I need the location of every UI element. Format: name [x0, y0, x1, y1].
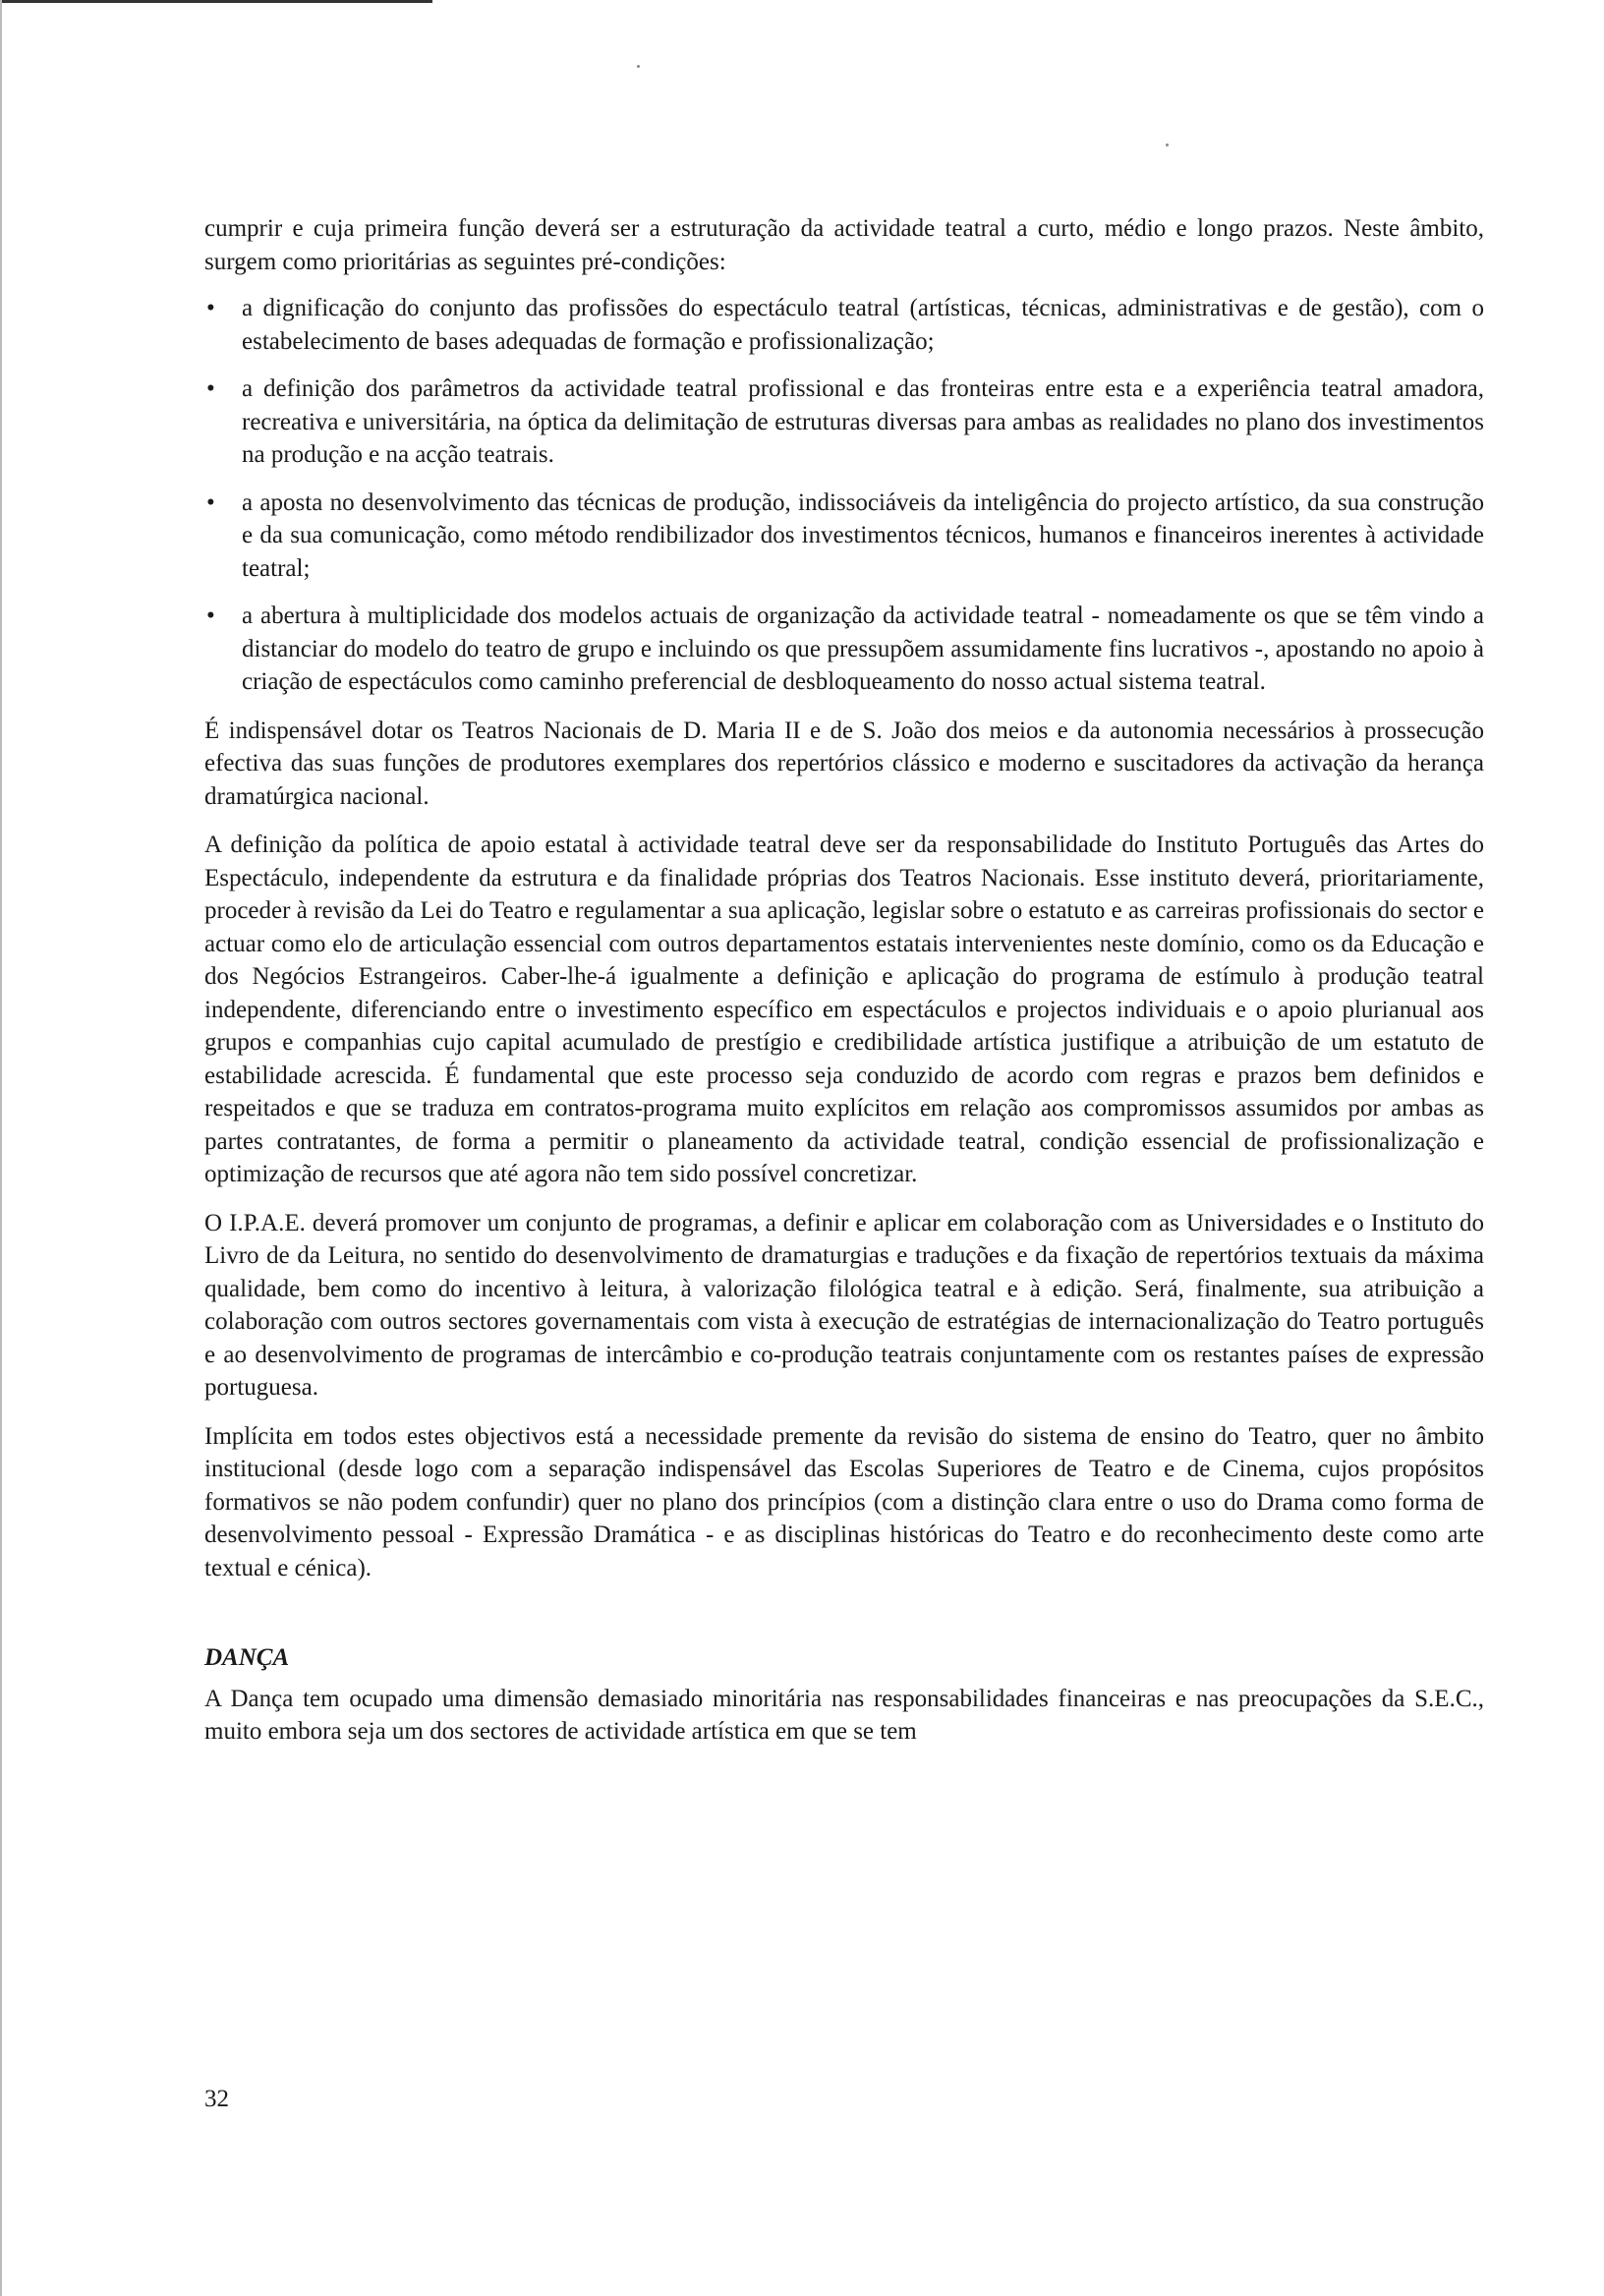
- list-item-text: a dignificação do conjunto das profissões do espectáculo teatral (artísticas, técnicas, administrativas e de gestão), com o estabelecimento de bases adequadas de formação e profissionalização;: [242, 295, 1484, 355]
- preconditions-list: [204, 292, 1484, 699]
- list-item: [204, 373, 1484, 472]
- scan-speck: [637, 65, 640, 68]
- list-item: [204, 600, 1484, 699]
- paragraph-teatros-nacionais: É indispensável dotar os Teatros Nacionais de D. Maria II e de S. João dos meios e da autonomia necessários à prossecução efectiva das suas funções de produtores exemplares dos repertórios clássico e moderno e suscitadores da activação da herança dramatúrgica nacional.: [204, 717, 1484, 810]
- section-heading: DANÇA: [204, 1644, 290, 1671]
- paragraph-danca: A Dança tem ocupado uma dimensão demasiado minoritária nas responsabilidades financeiras e nas preocupações da S.E.C., muito embora seja um dos sectores de actividade artística em que se tem: [204, 1685, 1484, 1745]
- bullet-icon: •: [206, 295, 215, 321]
- intro-paragraph: cumprir e cuja primeira função deverá ser a estruturação da actividade teatral a curto, médio e longo prazos. Neste âmbito, surgem como prioritárias as seguintes pré-condições:: [204, 215, 1484, 275]
- scan-speck: [1166, 144, 1169, 146]
- bullet-icon: •: [206, 603, 215, 629]
- bullet-icon: •: [206, 488, 215, 516]
- paragraph-ipae: O I.P.A.E. deverá promover um conjunto de programas, a definir e aplicar em colaboração com as Universidades e o Instituto do Livro de da Leitura, no sentido do desenvolvimento de dramaturgias e traduções e da fixação de repertórios textuais da máxima qualidade, bem como do incentivo à leitura, à valorização filológica teatral e à edição. Será, finalmente, sua atribuição a colaboração com outros sectores governamentais com vista à execução de estratégias de internacionalização do Teatro português e ao desenvolvimento de programas de intercâmbio e co-produção teatrais conjuntamente com os restantes países de expressão portuguesa.: [204, 1209, 1484, 1401]
- bullet-icon: •: [206, 375, 215, 402]
- paragraph-ensino-teatro: Implícita em todos estes objectivos está a necessidade premente da revisão do sistema de ensino do Teatro, quer no âmbito institucional (desde logo com a separação indispensável das Escolas Superiores de Teatro e de Cinema, cujos propósitos formativos se não podem confundir) quer no plano dos princípios (com a distinção clara entre o uso do Drama como forma de desenvolvimento pessoal - Expressão Dramática - e as disciplinas históricas do Teatro e do reconhecimento deste como arte textual e cénica).: [204, 1422, 1484, 1581]
- list-item-text: a definição dos parâmetros da actividade teatral profissional e das fronteiras entre esta e a experiência teatral amadora, recreativa e universitária, na óptica da delimitação de estruturas diversas para ambas as realidades no plano dos investimentos na produção e na acção teatrais.: [242, 375, 1484, 468]
- scan-edge-top: [0, 0, 432, 3]
- list-item: [204, 292, 1484, 358]
- page-number: 32: [204, 2086, 229, 2112]
- document-page: [204, 212, 1484, 1764]
- list-item-text: a aposta no desenvolvimento das técnicas de produção, indissociáveis da inteligência do projecto artístico, da sua construção e da sua comunicação, como método rendibilizador dos investimentos técnicos, humanos e financeiros inerentes à actividade teatral;: [242, 488, 1484, 582]
- scan-edge-left: [0, 0, 2, 2296]
- list-item-text: a abertura à multiplicidade dos modelos actuais de organização da actividade teatral - nomeadamente os que se têm vindo a distanciar do modelo do teatro de grupo e incluindo os que pressupõem assumidamente fins lucrativos -, apostando no apoio à criação de espectáculos como caminho preferencial de desbloqueamento do nosso actual sistema teatral.: [242, 603, 1484, 695]
- list-item: [204, 487, 1484, 586]
- paragraph-politica-apoio: A definição da política de apoio estatal à actividade teatral deve ser da responsabilidade do Instituto Português das Artes do Espectáculo, independente da estrutura e da finalidade próprias dos Teatros Nacionais. Esse instituto deverá, prioritariamente, proceder à revisão da Lei do Teatro e regulamentar a sua aplicação, legislar sobre o estatuto e as carreiras profissionais do sector e actuar como elo de articulação essencial com outros departamentos estatais intervenientes neste domínio, como os da Educação e dos Negócios Estrangeiros. Caber-lhe-á igualmente a definição e aplicação do programa de estímulo à produção teatral independente, diferenciando entre o investimento específico em espectáculos e projectos individuais e o apoio plurianual aos grupos e companhias cujo capital acumulado de prestígio e credibilidade artística justifique a atribuição de um estatuto de estabilidade acrescida. É fundamental que este processo seja conduzido de acordo com regras e prazos bem definidos e respeitados e que se traduza em contratos-programa muito explícitos em relação aos compromissos assumidos por ambas as partes contratantes, de forma a permitir o planeamento da actividade teatral, condição essencial de profissionalização e optimização de recursos que até agora não tem sido possível concretizar.: [204, 832, 1484, 1187]
